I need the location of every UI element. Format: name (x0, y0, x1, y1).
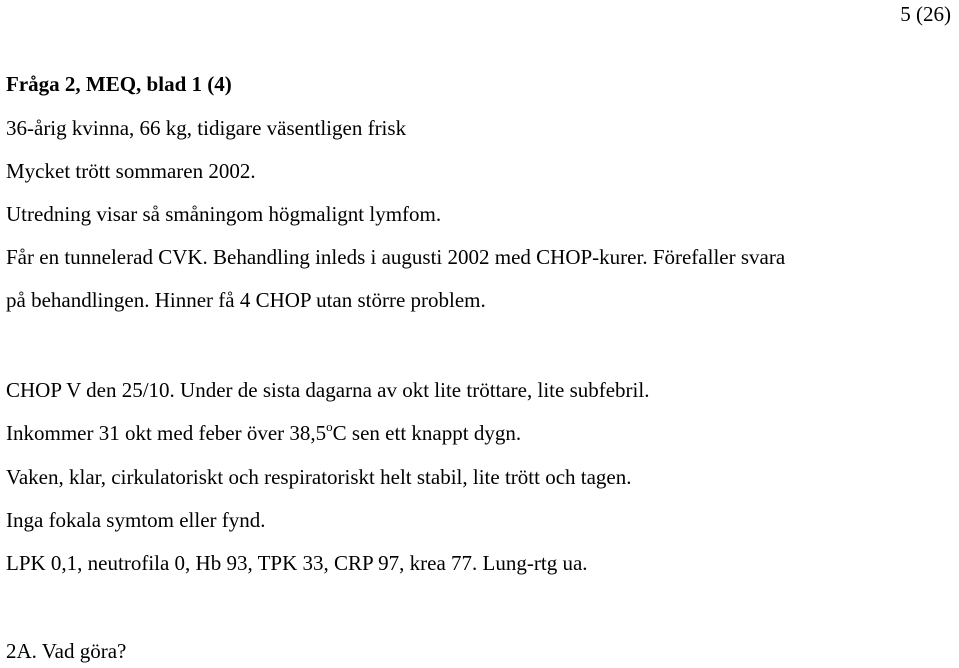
fever-line (6, 421, 521, 445)
case-line: CHOP V den 25/10. Under de sista dagarna av okt lite tröttare, lite subfebril. (6, 378, 650, 402)
intro-line: Utredning visar så småningom högmalignt lymfom. (6, 202, 442, 226)
page-number: 5 (26) (900, 2, 951, 26)
fever-line-before: Inkommer 31 okt med feber över 38,5 (6, 421, 327, 445)
question-heading: Fråga 2, MEQ, blad 1 (4) (6, 72, 232, 96)
lab-results-line: LPK 0,1, neutrofila 0, Hb 93, TPK 33, CRP 97, krea 77. Lung-rtg ua. (6, 551, 588, 575)
intro-line: Får en tunnelerad CVK. Behandling inleds i augusti 2002 med CHOP-kurer. Förefaller svara (6, 245, 786, 269)
intro-line: 36-årig kvinna, 66 kg, tidigare väsentligen frisk (6, 116, 407, 140)
intro-line: Mycket trött sommaren 2002. (6, 159, 256, 183)
fever-line-after: C sen ett knappt dygn. (332, 421, 522, 445)
case-line: Inga fokala symtom eller fynd. (6, 508, 266, 532)
sub-question: 2A. Vad göra? (6, 639, 127, 663)
degree-superscript: o (326, 419, 333, 434)
intro-line: på behandlingen. Hinner få 4 CHOP utan större problem. (6, 288, 486, 312)
case-line: Vaken, klar, cirkulatoriskt och respiratoriskt helt stabil, lite trött och tagen. (6, 465, 632, 489)
